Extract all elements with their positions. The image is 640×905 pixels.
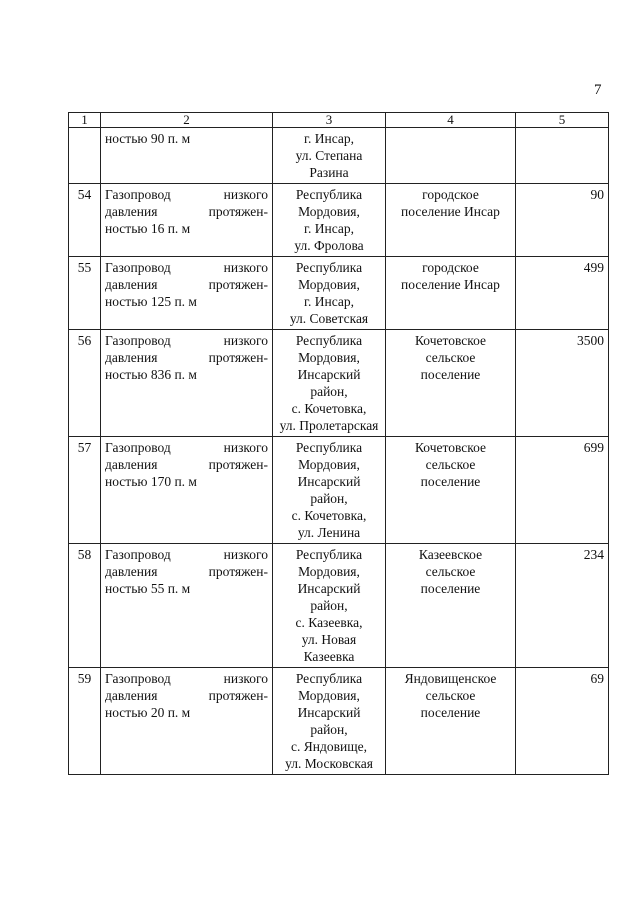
object-name-line: ностью 55 п. м — [105, 581, 191, 596]
address-line: Инсарский — [297, 367, 361, 382]
object-name-line: Газопровод низкого — [105, 260, 268, 275]
settlement-line: Кочетовское — [414, 440, 487, 455]
row-number-cell: 55 — [69, 257, 101, 330]
address-cell — [273, 437, 386, 544]
address-cell — [273, 668, 386, 775]
address-line: ул. Советская — [289, 311, 369, 326]
settlement-cell — [386, 184, 516, 257]
address-line: район, — [310, 384, 348, 399]
address-cell — [273, 330, 386, 437]
column-header-4: 4 — [386, 113, 516, 128]
address-line: Республика — [295, 440, 363, 455]
length-cell: 234 — [516, 544, 609, 668]
table-header-row — [69, 113, 609, 128]
object-name-line: Газопровод низкого — [105, 440, 268, 455]
address-line: Республика — [295, 547, 363, 562]
table-row — [69, 437, 609, 544]
object-name-line: Газопровод низкого — [105, 671, 268, 686]
table-row — [69, 330, 609, 437]
address-line: Мордовия, — [298, 204, 360, 219]
row-number-cell: 56 — [69, 330, 101, 437]
table-row — [69, 184, 609, 257]
object-name-line: ностью 90 п. м — [105, 131, 191, 146]
object-name-cell — [101, 437, 273, 544]
address-line: Мордовия, — [298, 277, 360, 292]
address-line: ул. Новая — [301, 632, 357, 647]
address-line: ул. Фролова — [294, 238, 364, 253]
length-cell: 3500 — [516, 330, 609, 437]
address-line: Казеевка — [303, 649, 355, 664]
address-cell — [273, 257, 386, 330]
address-line: с. Кочетовка, — [291, 508, 367, 523]
address-line: ул. Ленина — [297, 525, 361, 540]
address-line: Мордовия, — [298, 688, 360, 703]
object-name-line: ностью 836 п. м — [105, 367, 197, 382]
address-line: район, — [310, 722, 348, 737]
table-row — [69, 257, 609, 330]
address-line: Разина — [309, 165, 349, 180]
length-cell: 499 — [516, 257, 609, 330]
object-name-line: ностью 20 п. м — [105, 705, 191, 720]
object-name-line: давления протяжен- — [105, 688, 268, 703]
object-name-line: давления протяжен- — [105, 277, 268, 292]
object-name-line: давления протяжен- — [105, 204, 268, 219]
address-line: с. Казеевка, — [295, 615, 363, 630]
object-name-cell — [101, 128, 273, 184]
address-line: Республика — [295, 333, 363, 348]
object-name-cell — [101, 544, 273, 668]
settlement-line: сельское — [425, 688, 476, 703]
object-name-cell — [101, 330, 273, 437]
settlement-cell — [386, 257, 516, 330]
settlement-line: городское — [422, 187, 479, 202]
length-cell: 699 — [516, 437, 609, 544]
address-line: Инсарский — [297, 705, 361, 720]
address-line: район, — [310, 491, 348, 506]
column-header-3: 3 — [273, 113, 386, 128]
settlement-line: поселение — [420, 705, 481, 720]
address-line: г. Инсар, — [303, 131, 354, 146]
column-header-5: 5 — [516, 113, 609, 128]
address-cell — [273, 544, 386, 668]
settlement-line: сельское — [425, 457, 476, 472]
length-cell: 69 — [516, 668, 609, 775]
settlement-line: Яндовищенское — [404, 671, 497, 686]
address-line: с. Яндовище, — [291, 739, 367, 754]
settlement-cell — [386, 437, 516, 544]
row-number-cell: 57 — [69, 437, 101, 544]
settlement-line: городское — [422, 260, 479, 275]
address-cell — [273, 128, 386, 184]
settlement-line: поселение Инсар — [401, 277, 500, 292]
row-number-cell: 58 — [69, 544, 101, 668]
object-name-line: Газопровод низкого — [105, 333, 268, 348]
settlement-line: поселение — [420, 474, 481, 489]
address-line: Мордовия, — [298, 457, 360, 472]
settlement-cell — [386, 668, 516, 775]
length-cell: 90 — [516, 184, 609, 257]
address-line: Инсарский — [297, 581, 361, 596]
address-line: Республика — [295, 187, 363, 202]
object-name-line: давления протяжен- — [105, 564, 268, 579]
object-name-line: давления протяжен- — [105, 350, 268, 365]
page-number: 7 — [594, 82, 602, 98]
settlement-line: сельское — [425, 350, 476, 365]
address-line: г. Инсар, — [303, 221, 354, 236]
settlement-line: поселение — [420, 581, 481, 596]
row-number-cell — [69, 128, 101, 184]
table-row — [69, 128, 609, 184]
settlement-line: поселение Инсар — [401, 204, 500, 219]
address-line: Республика — [295, 260, 363, 275]
object-name-cell — [101, 668, 273, 775]
gas-pipeline-table — [68, 112, 609, 775]
object-name-line: Газопровод низкого — [105, 547, 268, 562]
object-name-line: давления протяжен- — [105, 457, 268, 472]
object-name-cell — [101, 257, 273, 330]
settlement-line: поселение — [420, 367, 481, 382]
address-line: Республика — [295, 671, 363, 686]
settlement-line: Казеевское — [418, 547, 483, 562]
settlement-line: Кочетовское — [414, 333, 487, 348]
row-number-cell: 54 — [69, 184, 101, 257]
object-name-line: ностью 16 п. м — [105, 221, 191, 236]
length-cell — [516, 128, 609, 184]
column-header-2: 2 — [101, 113, 273, 128]
settlement-cell — [386, 544, 516, 668]
settlement-cell — [386, 330, 516, 437]
object-name-line: Газопровод низкого — [105, 187, 268, 202]
object-name-line: ностью 170 п. м — [105, 474, 197, 489]
address-line: Мордовия, — [298, 350, 360, 365]
settlement-line: сельское — [425, 564, 476, 579]
address-line: район, — [310, 598, 348, 613]
row-number-cell: 59 — [69, 668, 101, 775]
address-line: ул. Степана — [295, 148, 363, 163]
address-line: г. Инсар, — [303, 294, 354, 309]
table-row — [69, 668, 609, 775]
address-cell — [273, 184, 386, 257]
address-line: Мордовия, — [298, 564, 360, 579]
object-name-cell — [101, 184, 273, 257]
column-header-1: 1 — [69, 113, 101, 128]
address-line: ул. Пролетарская — [279, 418, 379, 433]
settlement-cell — [386, 128, 516, 184]
object-name-line: ностью 125 п. м — [105, 294, 197, 309]
table-row — [69, 544, 609, 668]
address-line: ул. Московская — [285, 756, 373, 771]
address-line: с. Кочетовка, — [291, 401, 367, 416]
address-line: Инсарский — [297, 474, 361, 489]
